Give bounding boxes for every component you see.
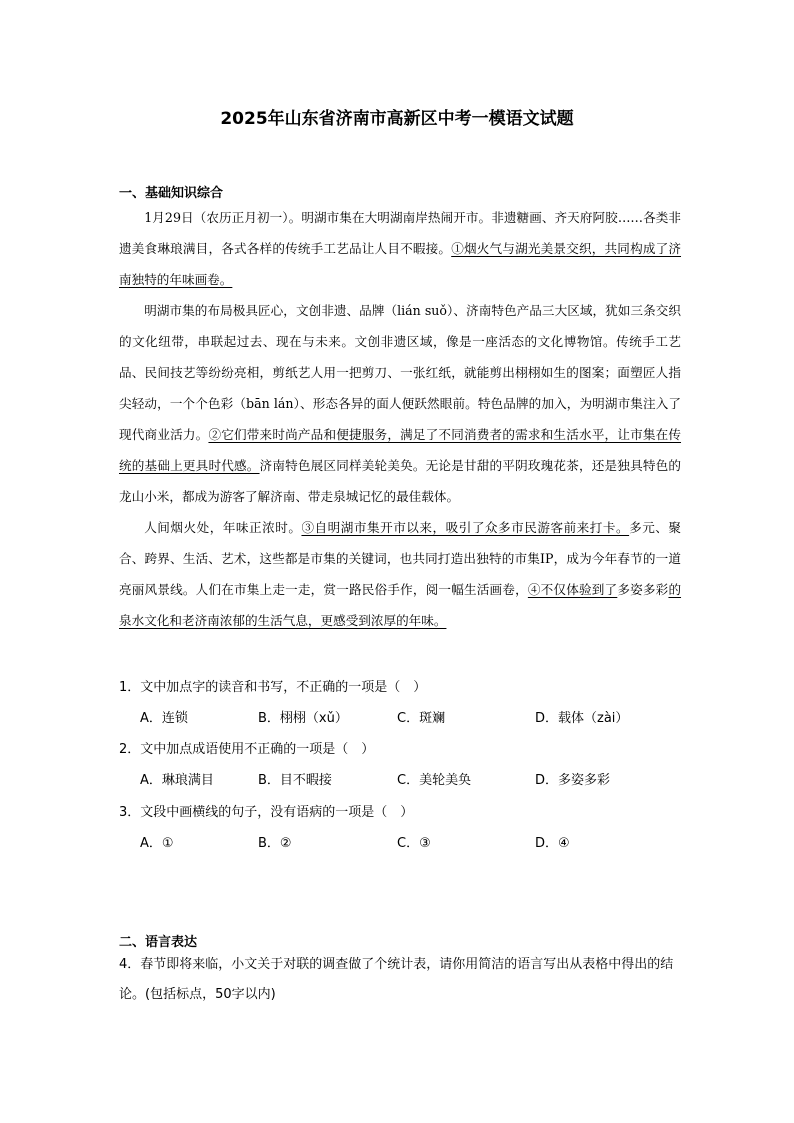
passage-paragraph-1 xyxy=(119,202,681,295)
passage-paragraph-2 xyxy=(119,295,681,512)
passage-text: 1月29日（农历正月初一）。明湖市集在大明湖南岸热闹开市。非遗糖画、齐天府阿胶……各类非遗美食琳琅满目，各式各样的传统手工艺品让人目不暇接。 xyxy=(119,210,681,256)
passage-text: 明湖市集的布局极具匠心，文创非遗、品牌（lián suǒ）、济南特色产品三大区域，犹如三条交织的文化纽带，串联起过去、现在与未来。文创非遗区域，像是一座活态的文化博物馆。传统手工艺品、民间技艺等纷纷亮相，剪纸艺人用一把剪刀、一张红纸，就能剪出栩栩如生的图案；面塑匠人指尖轻动，一个个色彩（bān lán）、形态各异的面人便跃然眼前。特色品牌的加入，为明湖市集注入了现代商业活力。 xyxy=(119,303,681,442)
section-heading-basic-knowledge: 一、基础知识综合 xyxy=(119,186,224,201)
passage-text: 多元、聚合、跨界、生活、艺术，这些都是市集的关键词，也共同打造出独特的市集IP，成为今年春节的一道亮丽风景线。人们在市集上走一走，赏一路民俗手作，阅一幅生活画卷， xyxy=(119,520,682,597)
question-1-stem: 1．文中加点字的读音和书写，不正确的一项是（ ） xyxy=(119,680,427,695)
reading-passage xyxy=(119,202,681,636)
underlined-sentence-4-part: ④不仅体验到了 xyxy=(527,582,618,597)
option-d[interactable]: D．多姿多彩 xyxy=(535,773,611,788)
passage-text: 人间烟火处，年味正浓时。 xyxy=(144,520,302,535)
passage-text: 多姿多彩 xyxy=(617,582,669,597)
option-d[interactable]: D．④ xyxy=(535,836,570,851)
option-a[interactable]: A．连锁 xyxy=(140,711,188,726)
option-d[interactable]: D．载体（zài） xyxy=(535,711,629,726)
option-a[interactable]: A．① xyxy=(140,836,174,851)
passage-paragraph-3 xyxy=(119,512,681,636)
question-2-stem: 2．文中加点成语使用不正确的一项是（ ） xyxy=(119,742,375,757)
option-c[interactable]: C．美轮美奂 xyxy=(397,773,472,788)
underlined-sentence-1: ①烟火气与湖光美景交织，共同构成了济南独特的年味画卷。 xyxy=(119,241,682,287)
option-c[interactable]: C．③ xyxy=(397,836,431,851)
question-4-stem: 4．春节即将来临，小文关于对联的调查做了个统计表，请你用简洁的语言写出从表格中得出的结论。(包括标点，50字以内) xyxy=(119,957,674,1002)
section-heading-language-expression: 二、语言表达 xyxy=(119,935,198,950)
underlined-sentence-4-rest: 的泉水文化和老济南浓郁的生活气息，更感受到浓厚的年味。 xyxy=(119,582,682,628)
option-a[interactable]: A．琳琅满目 xyxy=(140,773,214,788)
page-title: 2025年山东省济南市高新区中考一模语文试题 xyxy=(220,109,574,129)
passage-text: 济南特色展区同样美轮美奂。无论是甘甜的平阴玫瑰花茶，还是独具特色的龙山小米，都成为游客了解济南、带走泉城记忆的最佳载体。 xyxy=(119,458,682,504)
question-3-stem: 3．文段中画横线的句子，没有语病的一项是（ ） xyxy=(119,805,414,820)
underlined-sentence-3: ③自明湖市集开市以来，吸引了众多市民游客前来打卡。 xyxy=(301,520,630,535)
option-b[interactable]: B．② xyxy=(258,836,292,851)
underlined-sentence-2: ②它们带来时尚产品和便捷服务，满足了不同消费者的需求和生活水平，让市集在传统的基础上更具时代感。 xyxy=(119,427,682,473)
option-c[interactable]: C．斑斓 xyxy=(397,711,446,726)
option-b[interactable]: B．目不暇接 xyxy=(258,773,332,788)
option-b[interactable]: B．栩栩（xǔ） xyxy=(258,711,348,726)
